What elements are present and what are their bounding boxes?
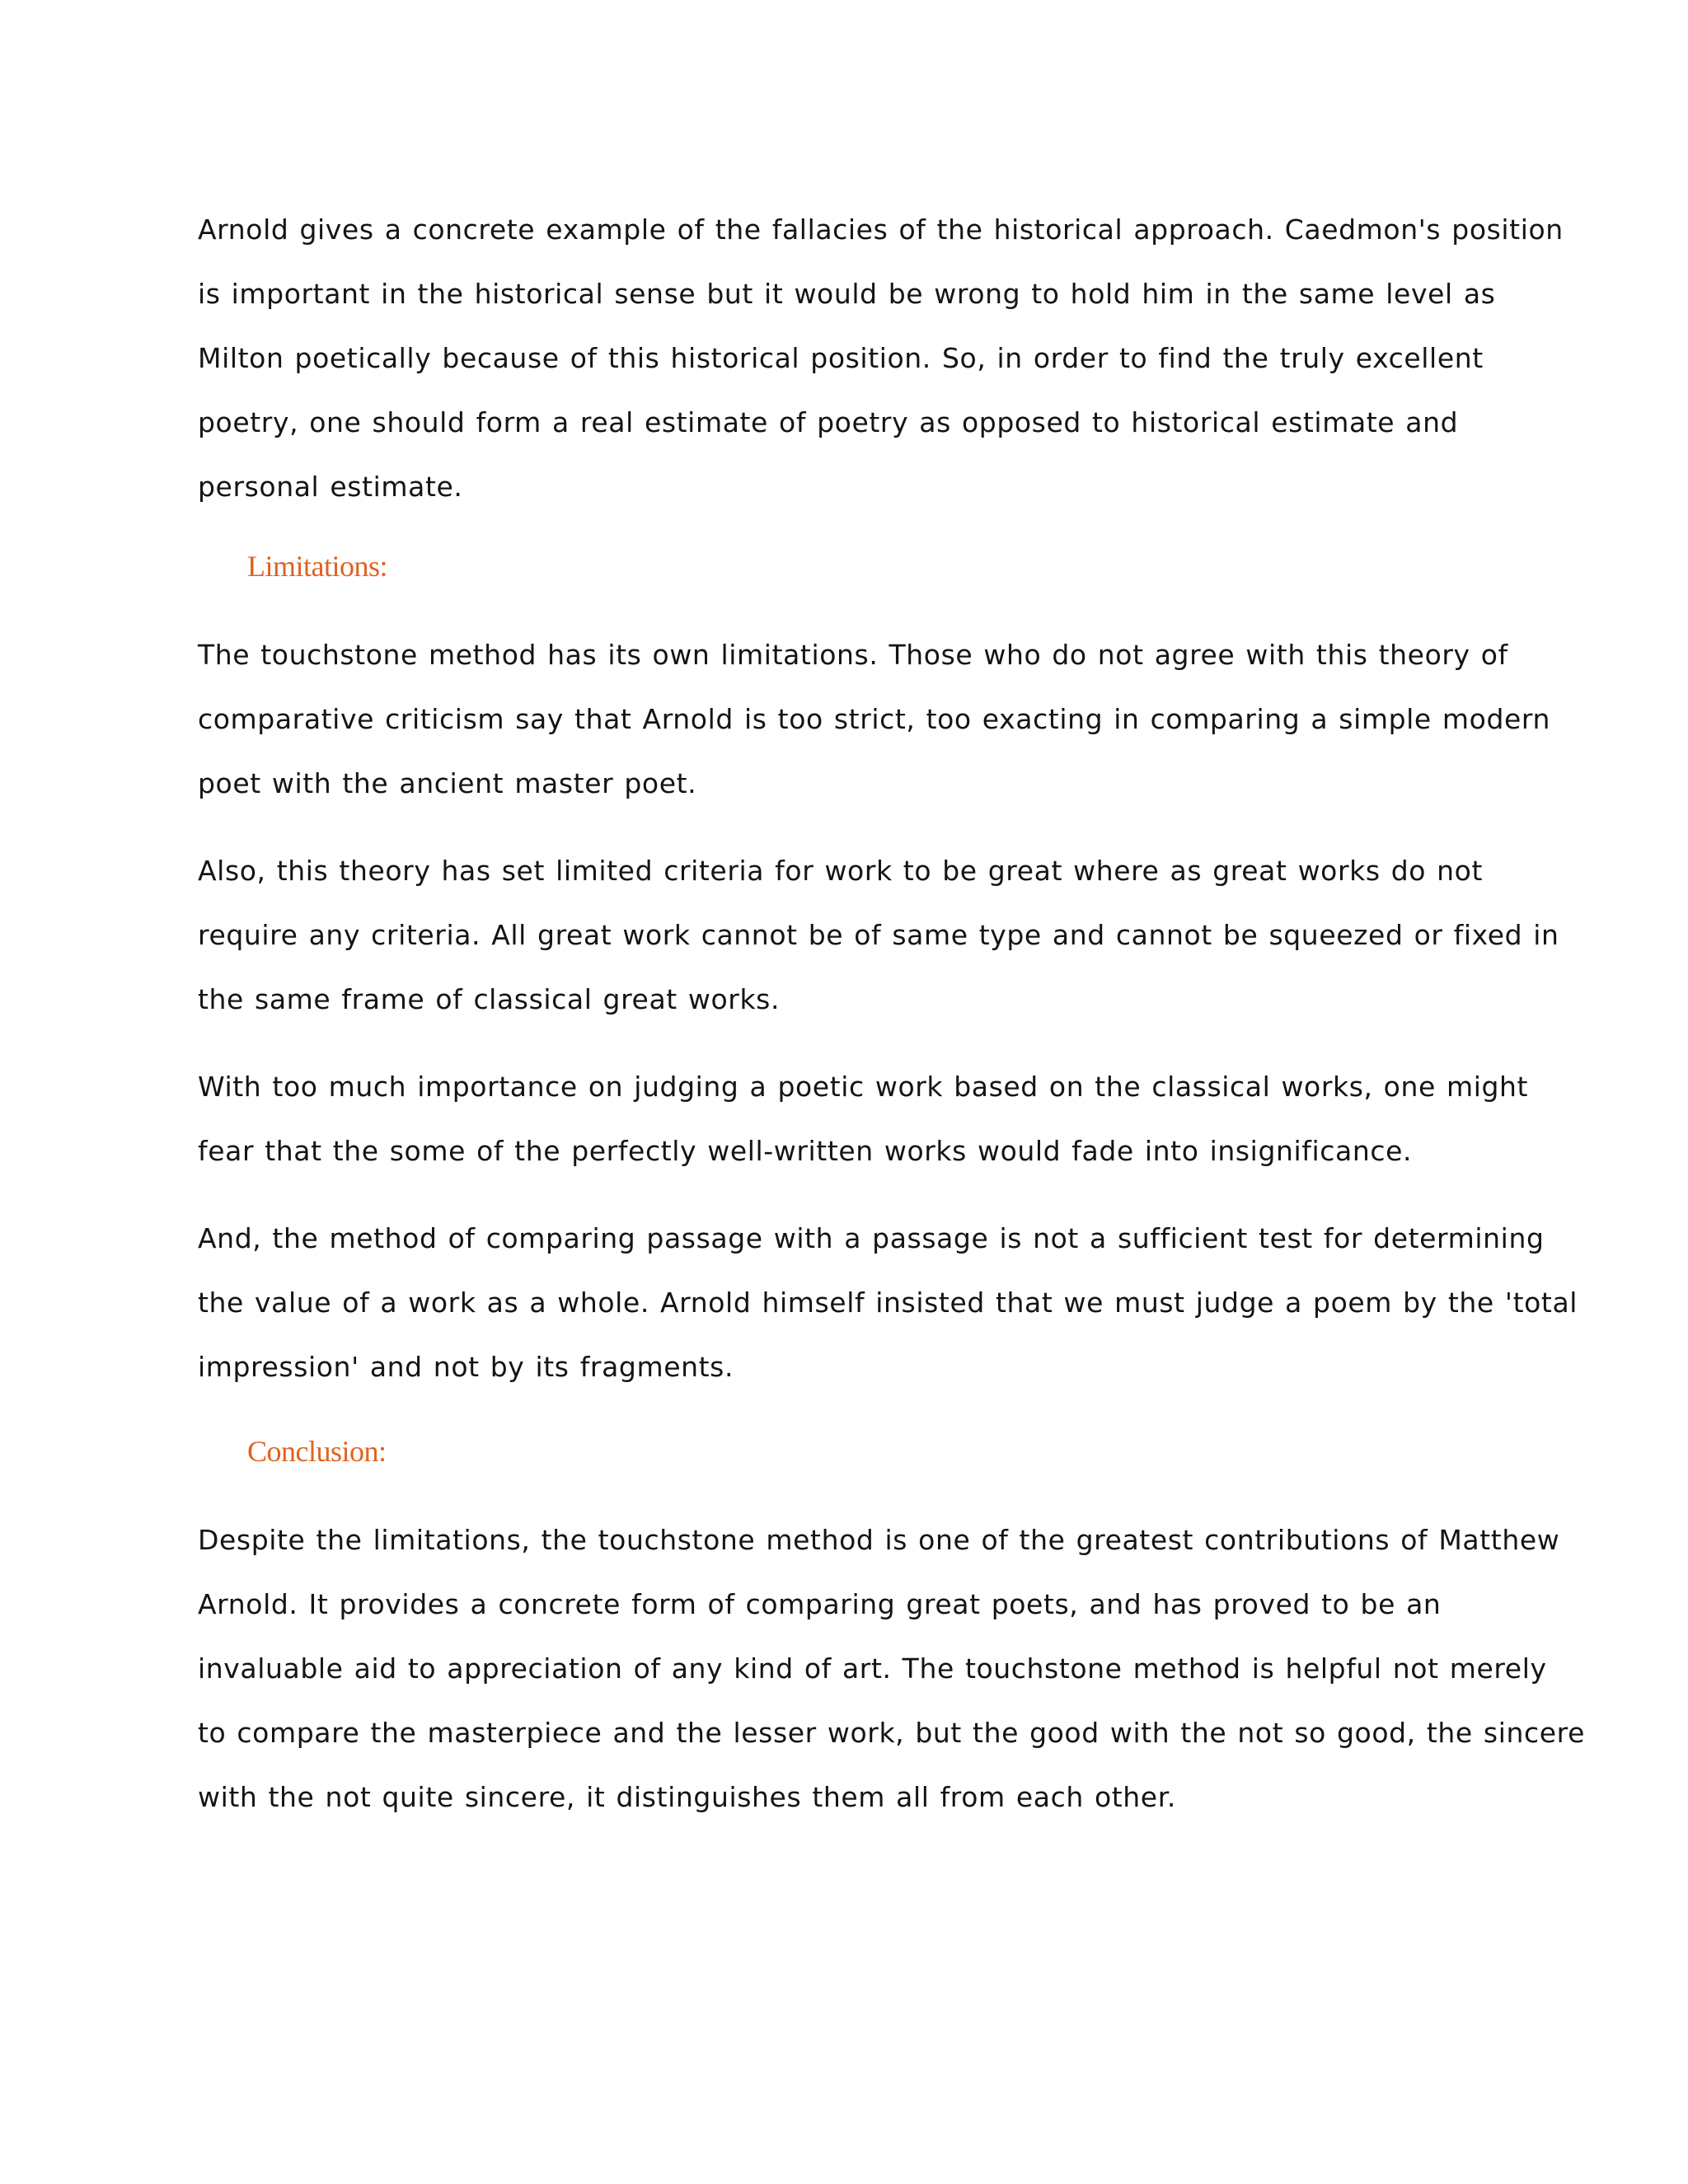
text-line: is important in the historical sense but it would be wrong to hold him in the same level as [198,278,1496,310]
text-line: invaluable aid to appreciation of any kind of art. The touchstone method is helpful not merely [198,1652,1547,1685]
text-line: Despite the limitations, the touchstone method is one of the greatest contributions of Matthew [198,1524,1560,1556]
text-line: the value of a work as a whole. Arnold himself insisted that we must judge a poem by the 'total [198,1286,1578,1319]
text-line: comparative criticism say that Arnold is too strict, too exacting in comparing a simple modern [198,703,1551,735]
text-line: Arnold. It provides a concrete form of comparing great poets, and has proved to be an [198,1588,1442,1620]
paragraph-limited-criteria [198,839,1559,1032]
heading-limitations: Limitations: [247,550,387,583]
text-line: require any criteria. All great work cannot be of same type and cannot be squeezed or fixed in [198,919,1559,951]
document-body [198,198,1585,1853]
text-line: Arnold gives a concrete example of the fallacies of the historical approach. Caedmon's position [198,213,1564,246]
text-line: impression' and not by its fragments. [198,1351,734,1383]
heading-conclusion: Conclusion: [247,1435,387,1468]
paragraph-historical-approach [198,198,1564,519]
text-line: personal estimate. [198,471,463,503]
text-line: Milton poetically because of this historical position. So, in order to find the truly excellent [198,342,1484,374]
text-line: poet with the ancient master poet. [198,767,697,799]
text-line: With too much importance on judging a poetic work based on the classical works, one might [198,1071,1529,1103]
text-line: poetry, one should form a real estimate of poetry as opposed to historical estimate and [198,406,1459,438]
text-line: And, the method of comparing passage with a passage is not a sufficient test for determining [198,1222,1545,1254]
text-line: The touchstone method has its own limitations. Those who do not agree with this theory of [198,639,1508,671]
paragraph-classical-importance [198,1055,1529,1183]
text-line: to compare the masterpiece and the lesser work, but the good with the not so good, the sincere [198,1717,1585,1749]
text-line: the same frame of classical great works. [198,983,781,1015]
text-line: with the not quite sincere, it distinguishes them all from each other. [198,1781,1176,1813]
text-line: fear that the some of the perfectly well-written works would fade into insignificance. [198,1135,1413,1167]
paragraph-passage-comparison [198,1207,1578,1399]
paragraph-limitations-intro [198,623,1551,816]
text-line: Also, this theory has set limited criteria for work to be great where as great works do not [198,855,1484,887]
paragraph-conclusion [198,1508,1585,1830]
